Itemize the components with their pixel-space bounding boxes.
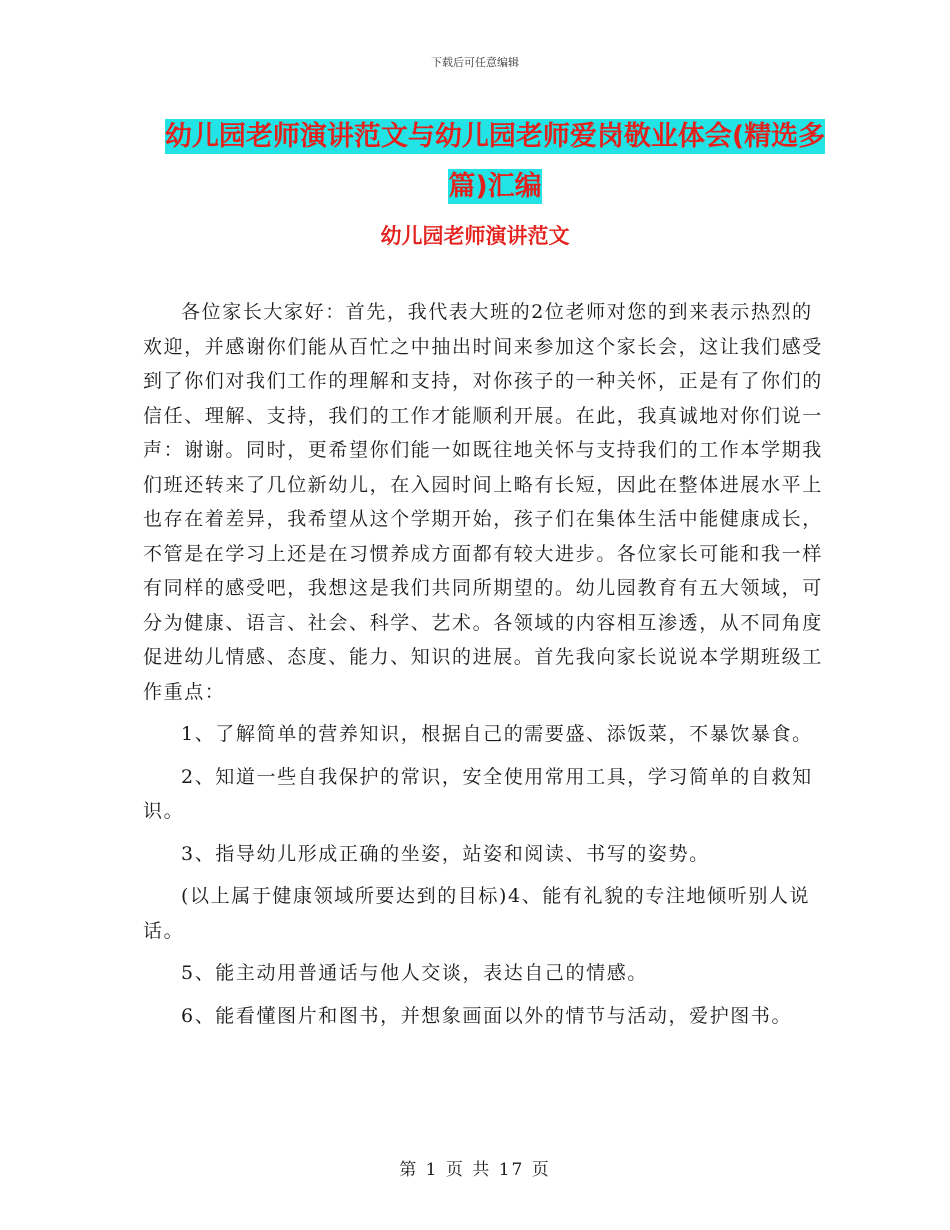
paragraph: (以上属于健康领域所要达到的目标)4、能有礼貌的专注地倾听别人说话。 (143, 885, 811, 942)
header-note: 下载后可任意编辑 (431, 56, 519, 69)
paragraph: 各位家长大家好：首先，我代表大班的2位老师对您的到来表示热烈的欢迎，并感谢你们能从百忙之中抽出时间来参加这个家长会，这让我们感受到了你们对我们工作的理解和支持，对你孩子的一种关怀，正是有了你们的信任、理解、支持，我们的工作才能顺利开展。在此，我真诚地对你们说一声：谢谢。同时，更希望你们能一如既往地关怀与支持我们的工作本学期我们班还转来了几位新幼儿，在入园时间上略有长短，因此在整体进展水平上也存在着差异，我希望从这个学期开始，孩子们在集体生活中能健康成长，不管是在学习上还是在习惯养成方面都有较大进步。各位家长可能和我一样有同样的感受吧，我想这是我们共同所期望的。幼儿园教育有五大领域，可分为健康、语言、社会、科学、艺术。各领域的内容相互渗透，从不同角度促进幼儿情感、态度、能力、知识的进展。首先我向家长说说本学期班级工作重点： (143, 301, 823, 703)
section-title: 幼儿园老师演讲范文 (380, 224, 570, 248)
page-number-footer: 第 1 页 共 17 页 (399, 1160, 551, 1180)
document-title (150, 112, 840, 212)
paragraph: 3、指导幼儿形成正确的坐姿，站姿和阅读、书写的姿势。 (181, 842, 710, 865)
body-text (143, 295, 825, 1033)
document-title-text: 幼儿园老师演讲范文与幼儿园老师爱岗敬业体会(精选多篇)汇编 (164, 121, 826, 202)
paragraph: 2、知道一些自我保护的常识，安全使用常用工具，学习简单的自救知识。 (143, 765, 813, 822)
paragraph: 5、能主动用普通话与他人交谈，表达自己的情感。 (181, 962, 648, 984)
paragraph: 1、了解简单的营养知识，根据自己的需要盛、添饭菜，不暴饮暴食。 (181, 723, 813, 745)
paragraph: 6、能看懂图片和图书，并想象画面以外的情节与活动，爱护图书。 (181, 1004, 793, 1027)
